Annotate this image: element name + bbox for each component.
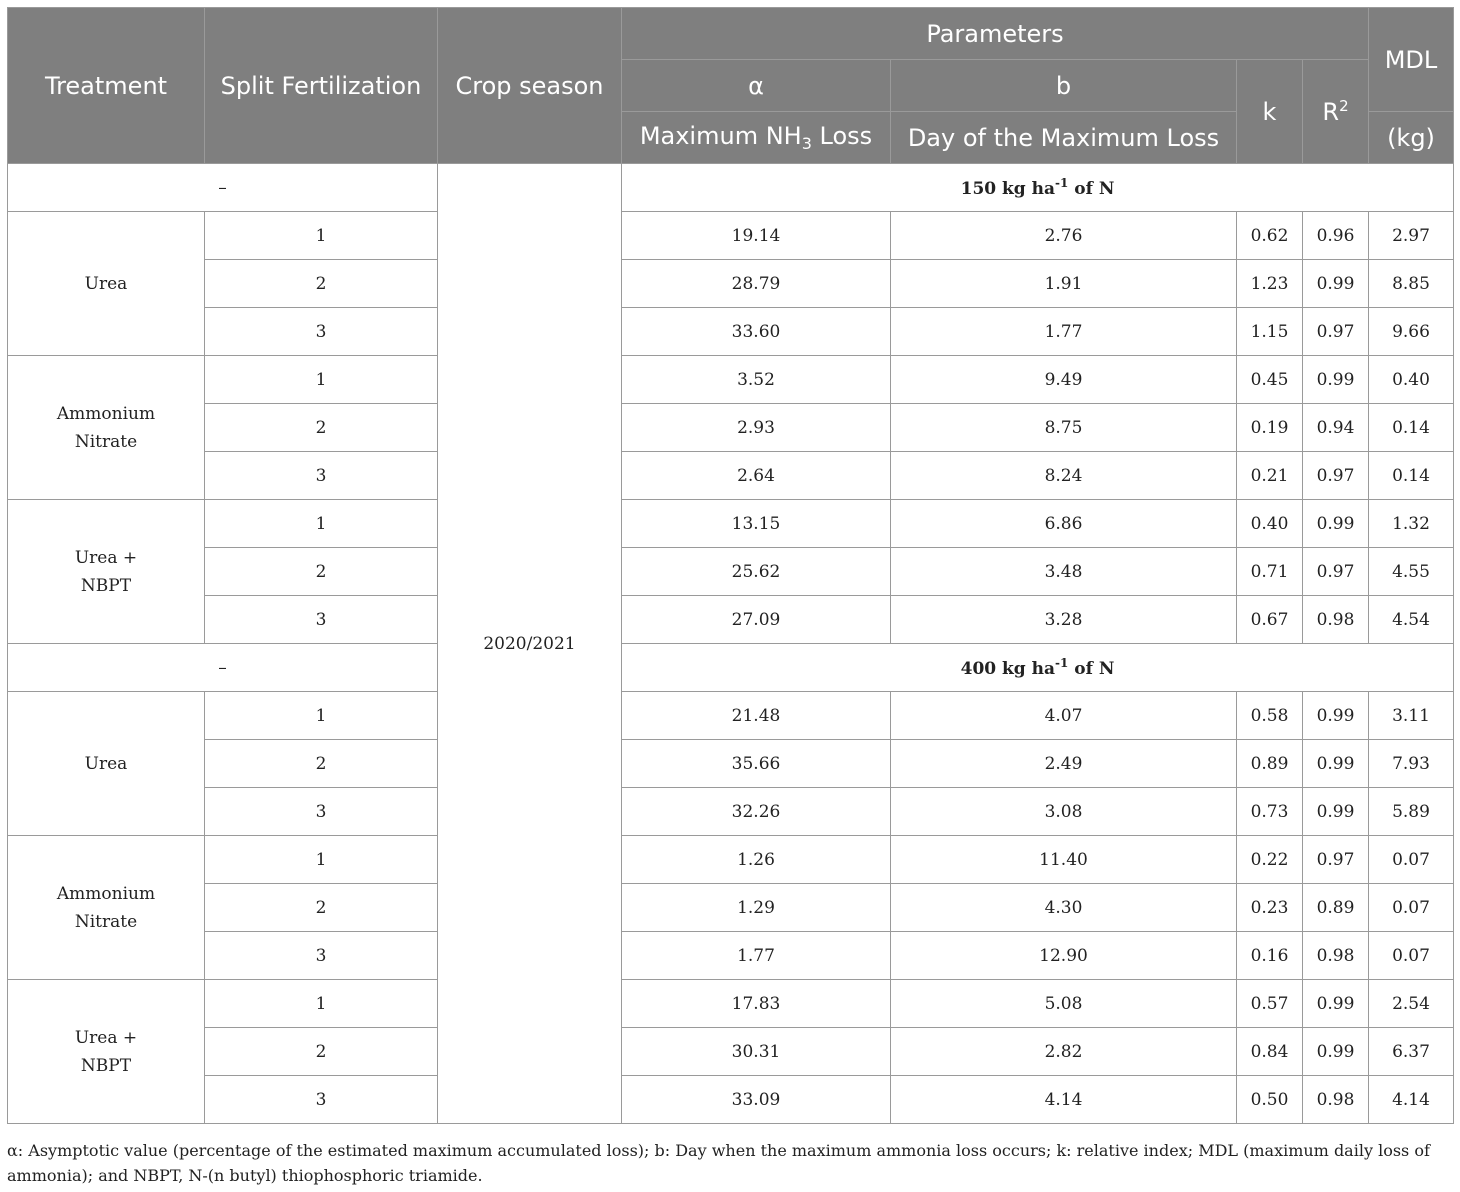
mdl-cell: 2.97	[1369, 212, 1454, 260]
split-cell: 2	[205, 884, 438, 932]
mdl-cell: 5.89	[1369, 788, 1454, 836]
treatment-cell: Urea	[8, 212, 205, 356]
mdl-cell: 4.54	[1369, 596, 1454, 644]
alpha-cell: 32.26	[622, 788, 891, 836]
table-row	[8, 212, 1454, 260]
split-cell: 1	[205, 836, 438, 884]
b-cell: 4.14	[891, 1076, 1237, 1124]
k-cell: 1.23	[1237, 260, 1303, 308]
split-cell: 1	[205, 356, 438, 404]
b-cell: 2.49	[891, 740, 1237, 788]
b-cell: 8.75	[891, 404, 1237, 452]
r2-cell: 0.97	[1303, 308, 1369, 356]
k-cell: 0.23	[1237, 884, 1303, 932]
split-cell: 3	[205, 932, 438, 980]
mdl-cell: 8.85	[1369, 260, 1454, 308]
split-cell: 1	[205, 212, 438, 260]
header-alpha-desc-pre: Maximum NH	[639, 122, 802, 150]
table-row	[8, 356, 1454, 404]
dose-sup: -1	[1055, 656, 1069, 670]
r2-cell: 0.97	[1303, 836, 1369, 884]
mdl-cell: 0.40	[1369, 356, 1454, 404]
treatment-cell: Urea + NBPT	[8, 980, 205, 1124]
alpha-cell: 28.79	[622, 260, 891, 308]
header-r2-base: R	[1322, 98, 1340, 126]
alpha-cell: 27.09	[622, 596, 891, 644]
alpha-cell: 2.64	[622, 452, 891, 500]
dose-post: of N	[1068, 659, 1115, 679]
k-cell: 1.15	[1237, 308, 1303, 356]
table-row	[8, 452, 1454, 500]
r2-cell: 0.99	[1303, 740, 1369, 788]
b-cell: 3.08	[891, 788, 1237, 836]
b-cell: 4.07	[891, 692, 1237, 740]
k-cell: 0.22	[1237, 836, 1303, 884]
split-cell: 2	[205, 1028, 438, 1076]
r2-cell: 0.99	[1303, 980, 1369, 1028]
treatment-cell: Urea + NBPT	[8, 500, 205, 644]
mdl-cell: 4.55	[1369, 548, 1454, 596]
table-row	[8, 932, 1454, 980]
alpha-cell: 2.93	[622, 404, 891, 452]
alpha-cell: 21.48	[622, 692, 891, 740]
split-cell: 1	[205, 980, 438, 1028]
k-cell: 0.58	[1237, 692, 1303, 740]
alpha-cell: 19.14	[622, 212, 891, 260]
k-cell: 0.16	[1237, 932, 1303, 980]
table-row	[8, 692, 1454, 740]
alpha-cell: 17.83	[622, 980, 891, 1028]
header-r2-sup: 2	[1339, 97, 1349, 115]
table-row	[8, 836, 1454, 884]
dose-row	[8, 164, 1454, 212]
table-row	[8, 260, 1454, 308]
split-cell: 2	[205, 404, 438, 452]
alpha-cell: 35.66	[622, 740, 891, 788]
b-cell: 5.08	[891, 980, 1237, 1028]
b-cell: 2.76	[891, 212, 1237, 260]
alpha-cell: 33.60	[622, 308, 891, 356]
mdl-cell: 7.93	[1369, 740, 1454, 788]
dose-pre: 400 kg ha	[960, 659, 1055, 679]
mdl-cell: 2.54	[1369, 980, 1454, 1028]
table-row	[8, 1076, 1454, 1124]
mdl-cell: 3.11	[1369, 692, 1454, 740]
dose-label	[622, 644, 1454, 692]
k-cell: 0.73	[1237, 788, 1303, 836]
r2-cell: 0.99	[1303, 1028, 1369, 1076]
b-cell: 12.90	[891, 932, 1237, 980]
alpha-cell: 33.09	[622, 1076, 891, 1124]
table-row	[8, 308, 1454, 356]
header-alpha-desc-sub: 3	[801, 134, 812, 153]
header-r2	[1303, 60, 1369, 164]
table-row	[8, 788, 1454, 836]
r2-cell: 0.94	[1303, 404, 1369, 452]
table-row	[8, 740, 1454, 788]
b-cell: 8.24	[891, 452, 1237, 500]
r2-cell: 0.99	[1303, 356, 1369, 404]
header-parameters: Parameters	[622, 8, 1369, 60]
alpha-cell: 25.62	[622, 548, 891, 596]
alpha-cell: 1.29	[622, 884, 891, 932]
header-mdl-unit: (kg)	[1369, 112, 1454, 164]
header-treatment: Treatment	[8, 8, 205, 164]
dash-cell: –	[8, 164, 438, 212]
header-b: b	[891, 60, 1237, 112]
alpha-cell: 30.31	[622, 1028, 891, 1076]
k-cell: 0.84	[1237, 1028, 1303, 1076]
split-cell: 2	[205, 740, 438, 788]
table-row	[8, 980, 1454, 1028]
table-row	[8, 884, 1454, 932]
table-row	[8, 596, 1454, 644]
header-mdl: MDL	[1369, 8, 1454, 112]
k-cell: 0.89	[1237, 740, 1303, 788]
split-cell: 3	[205, 308, 438, 356]
crop-season-cell: 2020/2021	[438, 164, 622, 1124]
mdl-cell: 0.07	[1369, 884, 1454, 932]
dose-row	[8, 644, 1454, 692]
split-cell: 2	[205, 260, 438, 308]
dose-post: of N	[1068, 179, 1115, 199]
b-cell: 11.40	[891, 836, 1237, 884]
b-cell: 4.30	[891, 884, 1237, 932]
b-cell: 1.77	[891, 308, 1237, 356]
alpha-cell: 13.15	[622, 500, 891, 548]
r2-cell: 0.96	[1303, 212, 1369, 260]
mdl-cell: 0.14	[1369, 452, 1454, 500]
header-alpha-desc-post: Loss	[811, 122, 873, 150]
k-cell: 0.50	[1237, 1076, 1303, 1124]
split-cell: 3	[205, 452, 438, 500]
treatment-cell: Urea	[8, 692, 205, 836]
table-footnote: α: Asymptotic value (percentage of the estimated maximum accumulated loss); b: Day when the maximum ammonia loss occurs; k: relative index; MDL (maximum daily loss of ammonia); and NBPT, N-(n butyl) thiophosphoric triamide.	[7, 1141, 1430, 1185]
r2-cell: 0.98	[1303, 1076, 1369, 1124]
header-k: k	[1237, 60, 1303, 164]
k-cell: 0.40	[1237, 500, 1303, 548]
r2-cell: 0.98	[1303, 932, 1369, 980]
mdl-cell: 0.07	[1369, 932, 1454, 980]
mdl-cell: 4.14	[1369, 1076, 1454, 1124]
r2-cell: 0.99	[1303, 788, 1369, 836]
treatment-cell: Ammonium Nitrate	[8, 356, 205, 500]
k-cell: 0.45	[1237, 356, 1303, 404]
dose-sup: -1	[1055, 176, 1069, 190]
r2-cell: 0.89	[1303, 884, 1369, 932]
alpha-cell: 1.26	[622, 836, 891, 884]
r2-cell: 0.98	[1303, 596, 1369, 644]
b-cell: 1.91	[891, 260, 1237, 308]
r2-cell: 0.97	[1303, 452, 1369, 500]
k-cell: 0.19	[1237, 404, 1303, 452]
b-cell: 6.86	[891, 500, 1237, 548]
treatment-cell: Ammonium Nitrate	[8, 836, 205, 980]
split-cell: 1	[205, 692, 438, 740]
header-b-desc: Day of the Maximum Loss	[891, 112, 1237, 164]
b-cell: 3.28	[891, 596, 1237, 644]
k-cell: 0.57	[1237, 980, 1303, 1028]
split-cell: 1	[205, 500, 438, 548]
table-container	[7, 7, 1453, 1124]
table-row	[8, 500, 1454, 548]
mdl-cell: 9.66	[1369, 308, 1454, 356]
header-alpha: α	[622, 60, 891, 112]
r2-cell: 0.97	[1303, 548, 1369, 596]
mdl-cell: 6.37	[1369, 1028, 1454, 1076]
table-body	[8, 164, 1454, 1124]
k-cell: 0.62	[1237, 212, 1303, 260]
k-cell: 0.67	[1237, 596, 1303, 644]
alpha-cell: 1.77	[622, 932, 891, 980]
b-cell: 3.48	[891, 548, 1237, 596]
b-cell: 9.49	[891, 356, 1237, 404]
table-row	[8, 548, 1454, 596]
k-cell: 0.71	[1237, 548, 1303, 596]
header-split-fertilization: Split Fertilization	[205, 8, 438, 164]
header-crop-season: Crop season	[438, 8, 622, 164]
dash-cell: –	[8, 644, 438, 692]
results-table	[7, 7, 1454, 1124]
split-cell: 3	[205, 788, 438, 836]
alpha-cell: 3.52	[622, 356, 891, 404]
table-header	[8, 8, 1454, 164]
header-alpha-desc	[622, 112, 891, 164]
table-row	[8, 1028, 1454, 1076]
r2-cell: 0.99	[1303, 260, 1369, 308]
split-cell: 2	[205, 548, 438, 596]
mdl-cell: 1.32	[1369, 500, 1454, 548]
mdl-cell: 0.07	[1369, 836, 1454, 884]
k-cell: 0.21	[1237, 452, 1303, 500]
mdl-cell: 0.14	[1369, 404, 1454, 452]
split-cell: 3	[205, 596, 438, 644]
dose-label	[622, 164, 1454, 212]
split-cell: 3	[205, 1076, 438, 1124]
b-cell: 2.82	[891, 1028, 1237, 1076]
table-row	[8, 404, 1454, 452]
r2-cell: 0.99	[1303, 500, 1369, 548]
r2-cell: 0.99	[1303, 692, 1369, 740]
dose-pre: 150 kg ha	[960, 179, 1055, 199]
